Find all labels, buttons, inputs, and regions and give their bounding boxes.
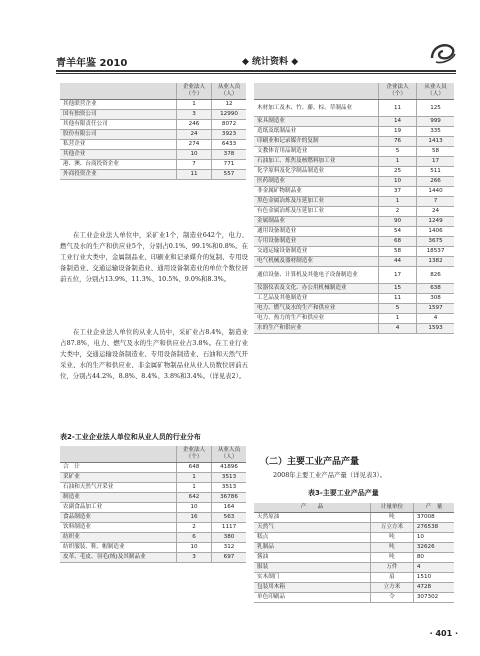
table-row	[60, 110, 246, 120]
cell-output: 80	[413, 553, 454, 563]
cell-units: 3	[177, 110, 212, 120]
cell-units: 37	[379, 187, 417, 197]
row-label: 印刷业和记录媒介的复制	[254, 137, 379, 147]
cell-employees: 1117	[212, 523, 246, 533]
row-label: 食品制造业	[60, 513, 177, 523]
table-industry-right	[254, 83, 454, 334]
cell-employees: 7	[417, 197, 454, 207]
header-label	[60, 446, 177, 463]
cell-employees: 697	[212, 553, 246, 563]
table2-caption: 表2-工业企业法人单位和从业人员的行业分布	[60, 433, 201, 441]
cell-employees: 58	[417, 147, 454, 157]
table-row	[60, 543, 246, 553]
cell-employees: 3513	[212, 483, 246, 493]
header-units: 企业法人 （个）	[177, 83, 212, 100]
table-row	[254, 137, 454, 147]
row-label: 石油加工、炼焦及核燃料加工业	[254, 157, 379, 167]
cell-employees: 18537	[417, 247, 454, 257]
cell-employees: 41896	[212, 463, 246, 473]
cell-employees: 12	[212, 100, 246, 110]
table-row	[60, 473, 246, 483]
header-employees: 从业人员 （人）	[212, 446, 246, 463]
cell-units: 11	[379, 100, 417, 117]
table-row	[254, 257, 454, 267]
row-label: 专用设备制造业	[254, 237, 379, 247]
table-row	[254, 284, 454, 294]
cell-units: 15	[379, 284, 417, 294]
cell-units: 14	[379, 117, 417, 127]
table-row	[254, 157, 454, 167]
row-label: 电气机械及器材制造业	[254, 257, 379, 267]
cell-output: 1510	[413, 573, 454, 583]
section-title: ◆ 统计资料 ◆	[242, 57, 299, 67]
cell-employees: 4	[417, 314, 454, 324]
row-label: 制造业	[60, 493, 177, 503]
table-row	[254, 147, 454, 157]
table-row	[60, 170, 246, 180]
table-row	[60, 523, 246, 533]
cell-units: 274	[177, 140, 212, 150]
cell-employees: 12990	[212, 110, 246, 120]
cell-employees: 1440	[417, 187, 454, 197]
cell-units: 10	[177, 503, 212, 513]
header-product: 产 品	[254, 503, 371, 513]
section2-text: 2008年主要工业产品产量（详见表3）。	[273, 471, 386, 479]
logo-icon	[428, 38, 458, 64]
cell-employees: 771	[212, 160, 246, 170]
table-ownership	[60, 83, 246, 180]
table-row	[254, 167, 454, 177]
row-label: 乳制品	[254, 543, 371, 553]
cell-employees: 380	[212, 533, 246, 543]
cell-output: 4	[413, 563, 454, 573]
cell-units: 25	[379, 167, 417, 177]
row-label: 单色印刷品	[254, 593, 371, 603]
header-units: 企业法人 （个）	[177, 446, 212, 463]
table-row	[254, 117, 454, 127]
row-label: 通信设备、计算机及其他电子设备制造业	[254, 267, 379, 284]
table-row	[254, 304, 454, 314]
cell-units: 2	[379, 207, 417, 217]
cell-employees: 312	[212, 543, 246, 553]
cell-units: 1	[177, 100, 212, 110]
cell-unit: 万件	[371, 563, 414, 573]
row-label: 工艺品及其他制造业	[254, 294, 379, 304]
cell-unit: 扇	[371, 573, 414, 583]
table-row	[254, 197, 454, 207]
table-row	[60, 463, 246, 473]
cell-units: 3	[177, 553, 212, 563]
cell-output: 37008	[413, 513, 454, 523]
cell-units: 5	[379, 304, 417, 314]
header-units: 企业法人 （个）	[379, 83, 417, 100]
cell-unit: 万立方米	[371, 523, 414, 533]
cell-units: 1	[379, 314, 417, 324]
cell-units: 54	[379, 227, 417, 237]
cell-employees: 24	[417, 207, 454, 217]
table-row	[254, 267, 454, 284]
row-label: 非金属矿物制品业	[254, 187, 379, 197]
table-header-row	[60, 446, 246, 463]
table-row	[254, 513, 454, 523]
table-row	[254, 314, 454, 324]
row-label: 糕点	[254, 533, 371, 543]
table-row	[254, 247, 454, 257]
row-label: 石油和天然气开采业	[60, 483, 177, 493]
row-label: 造纸及纸制品业	[254, 127, 379, 137]
cell-employees: 1249	[417, 217, 454, 227]
cell-unit: 令	[371, 593, 414, 603]
cell-units: 90	[379, 217, 417, 227]
row-label: 实木制门	[254, 573, 371, 583]
row-label: 水的生产和供应业	[254, 324, 379, 334]
row-label: 外商投资企业	[60, 170, 177, 180]
cell-units: 1	[379, 157, 417, 167]
header-unit: 计量单位	[371, 503, 414, 513]
table-row	[254, 533, 454, 543]
cell-units: 11	[379, 294, 417, 304]
row-label: 仪器仪表及文化、办公用机械制造业	[254, 284, 379, 294]
row-label: 家具制造业	[254, 117, 379, 127]
cell-employees: 3513	[212, 473, 246, 483]
cell-units: 6	[177, 533, 212, 543]
cell-employees: 17	[417, 157, 454, 167]
header-rule-thin	[56, 73, 456, 74]
row-label: 医药制造业	[254, 177, 379, 187]
cell-units: 16	[177, 513, 212, 523]
cell-units: 5	[379, 147, 417, 157]
table-row	[254, 563, 454, 573]
header-label	[60, 83, 177, 100]
table-row	[60, 120, 246, 130]
header-employees: 从业人员 （人）	[212, 83, 246, 100]
cell-employees: 999	[417, 117, 454, 127]
row-label: 私营企业	[60, 140, 177, 150]
row-label: 有色金属冶炼及压延加工业	[254, 207, 379, 217]
cell-units: 1	[177, 483, 212, 493]
paragraph-industry-units: 在工业企业法人单位中，采矿业1个，制造业642个，电力、燃气及水的生产和供应业5个，分别占0.1%、99.1%和0.8%。在工业行业大类中，金属制品业、印刷业和记录媒介的复制、专用设备制造业、交通运输设备制造业、通用设备制造业的单位个数位居前五位，分别占13.9%、11.3%、10.5%、9.0%和8.3%。	[60, 231, 248, 283]
table-row	[254, 187, 454, 197]
row-label: 天然气	[254, 523, 371, 533]
row-label: 通用设备制造业	[254, 227, 379, 237]
row-label: 其他有限责任公司	[60, 120, 177, 130]
cell-employees: 511	[417, 167, 454, 177]
cell-employees: 36786	[212, 493, 246, 503]
row-label: 酱油	[254, 553, 371, 563]
header-rule	[56, 70, 456, 72]
row-label: 化学原料及化学制品制造业	[254, 167, 379, 177]
row-label: 皮革、毛皮、羽毛(绒)及其制品业	[60, 553, 177, 563]
row-label: 文教体育用品制造业	[254, 147, 379, 157]
row-label: 其他联营企业	[60, 100, 177, 110]
table-row	[254, 324, 454, 334]
cell-output: 10	[413, 533, 454, 543]
cell-employees: 8072	[212, 120, 246, 130]
table-row	[60, 150, 246, 160]
cell-employees: 1413	[417, 137, 454, 147]
table-products	[254, 503, 454, 603]
cell-employees: 638	[417, 284, 454, 294]
cell-units: 10	[177, 543, 212, 553]
row-label: 天然原油	[254, 513, 371, 523]
cell-employees: 266	[417, 177, 454, 187]
cell-units: 642	[177, 493, 212, 503]
cell-employees: 1382	[417, 257, 454, 267]
table-row	[254, 237, 454, 247]
book-title: 青羊年鉴 2010	[56, 58, 128, 69]
row-label: 木材加工及木、竹、藤、棕、草制品业	[254, 100, 379, 117]
cell-employees: 335	[417, 127, 454, 137]
cell-output: 32626	[413, 543, 454, 553]
table-row	[254, 583, 454, 593]
table-row	[254, 523, 454, 533]
cell-unit: 吨	[371, 513, 414, 523]
row-label: 饮料制造业	[60, 523, 177, 533]
table-row	[254, 573, 454, 583]
table-row	[60, 483, 246, 493]
cell-employees: 164	[212, 503, 246, 513]
cell-units: 11	[177, 170, 212, 180]
row-label: 黑色金属冶炼及压延加工业	[254, 197, 379, 207]
table-row	[60, 553, 246, 563]
row-label: 港、澳、台商投资企业	[60, 160, 177, 170]
cell-employees: 1593	[417, 324, 454, 334]
row-label: 股份有限公司	[60, 130, 177, 140]
row-label: 包装用木箱	[254, 583, 371, 593]
cell-employees: 563	[212, 513, 246, 523]
table-row	[60, 160, 246, 170]
row-label: 电力、热力的生产和供应业	[254, 314, 379, 324]
table-row	[254, 553, 454, 563]
row-label: 纺织业	[60, 533, 177, 543]
cell-output: 307302	[413, 593, 454, 603]
row-label: 纺织服装、鞋、帽制造业	[60, 543, 177, 553]
row-label: 农副食品加工业	[60, 503, 177, 513]
row-label: 金属制品业	[254, 217, 379, 227]
cell-units: 76	[379, 137, 417, 147]
table3-caption: 表3-主要工业产品产量	[308, 489, 379, 497]
header-output: 产 量	[413, 503, 454, 513]
cell-units: 1	[379, 197, 417, 207]
cell-units: 10	[379, 177, 417, 187]
cell-units: 246	[177, 120, 212, 130]
cell-employees: 3675	[417, 237, 454, 247]
table-row	[254, 207, 454, 217]
cell-unit: 立方米	[371, 583, 414, 593]
page-number: · 401 ·	[429, 629, 458, 638]
header-employees: 从业人员 （人）	[417, 83, 454, 100]
cell-employees: 1597	[417, 304, 454, 314]
table-row	[60, 140, 246, 150]
table-row	[60, 100, 246, 110]
table-row	[60, 503, 246, 513]
cell-units: 10	[177, 150, 212, 160]
cell-employees: 6433	[212, 140, 246, 150]
cell-employees: 125	[417, 100, 454, 117]
section2-title: （二）主要工业产品产量	[260, 457, 360, 467]
cell-units: 2	[177, 523, 212, 533]
header-label	[254, 83, 379, 100]
cell-employees: 378	[212, 150, 246, 160]
table-row	[254, 543, 454, 553]
table-row	[254, 593, 454, 603]
table-header-row	[254, 83, 454, 100]
cell-unit: 吨	[371, 543, 414, 553]
row-label: 合 计	[60, 463, 177, 473]
cell-units: 4	[379, 324, 417, 334]
cell-unit: 吨	[371, 533, 414, 543]
cell-units: 1	[177, 473, 212, 483]
cell-employees: 826	[417, 267, 454, 284]
table-row	[254, 217, 454, 227]
cell-units: 17	[379, 267, 417, 284]
cell-units: 7	[177, 160, 212, 170]
table-row	[254, 100, 454, 117]
running-header	[56, 54, 456, 70]
cell-units: 648	[177, 463, 212, 473]
cell-unit: 吨	[371, 553, 414, 563]
cell-units: 58	[379, 247, 417, 257]
cell-employees: 308	[417, 294, 454, 304]
table-row	[60, 533, 246, 543]
row-label: 采矿业	[60, 473, 177, 483]
cell-units: 19	[379, 127, 417, 137]
cell-employees: 3923	[212, 130, 246, 140]
paragraph-industry-employees: 在工业企业法人单位的从业人员中，采矿业占8.4%，制造业占87.8%，电力、燃气及水的生产和供应业占3.8%。在工业行业大类中，交通运输设备制造业、专用设备制造业、石油和天然气开采业、水的生产和供应业、非金属矿物制品业从业人员数位居前五位，分别占44.2%、8.8%、8.4%、3.8%和3.4%。（详见表2）。	[60, 328, 248, 380]
cell-output: 276538	[413, 523, 454, 533]
table-row	[254, 127, 454, 137]
row-label: 电力、燃气及水的生产和供应业	[254, 304, 379, 314]
row-label: 交通运输设备制造业	[254, 247, 379, 257]
table-row	[254, 177, 454, 187]
table-row	[60, 130, 246, 140]
cell-employees: 1406	[417, 227, 454, 237]
table-row	[254, 294, 454, 304]
row-label: 国有独资公司	[60, 110, 177, 120]
table-header-row	[254, 503, 454, 513]
cell-output: 4728	[413, 583, 454, 593]
cell-units: 68	[379, 237, 417, 247]
table-industry-left	[60, 446, 246, 563]
cell-employees: 557	[212, 170, 246, 180]
cell-units: 44	[379, 257, 417, 267]
table-row	[60, 513, 246, 523]
cell-units: 24	[177, 130, 212, 140]
table-row	[254, 227, 454, 237]
table-row	[60, 493, 246, 503]
row-label: 其他企业	[60, 150, 177, 160]
table-header-row	[60, 83, 246, 100]
row-label: 服装	[254, 563, 371, 573]
